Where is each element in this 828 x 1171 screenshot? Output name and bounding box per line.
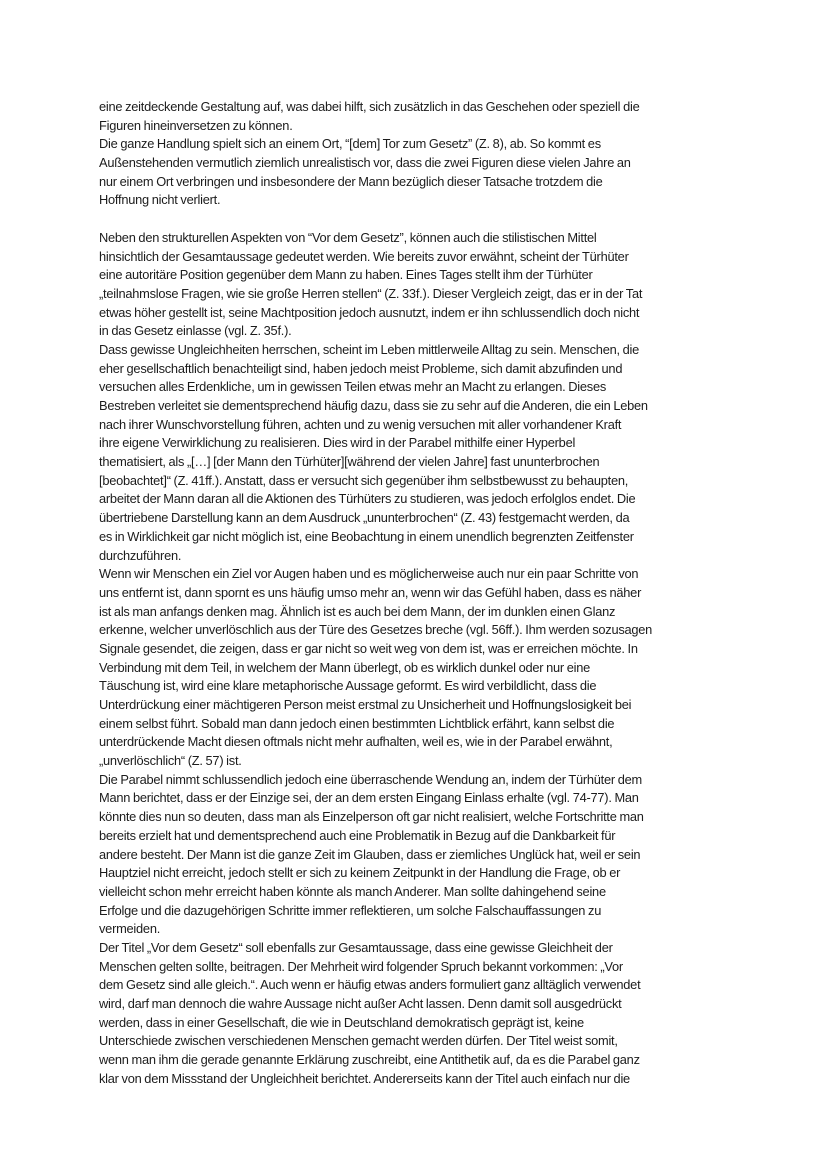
text-line: Der Titel „Vor dem Gesetz“ soll ebenfalls zur Gesamtaussage, dass eine gewisse Gleichheit der xyxy=(99,939,613,955)
text-line: Hauptziel nicht erreicht, jedoch stellt er sich zu keinem Zeitpunkt in der Handlung die Frage, ob er xyxy=(99,865,621,881)
text-line: es in Wirklichkeit gar nicht möglich ist, eine Beobachtung in einem unendlich begrenzten Zeitfenster xyxy=(99,528,634,544)
text-line: eine zeitdeckende Gestaltung auf, was dabei hilft, sich zusätzlich in das Geschehen oder speziell die xyxy=(99,99,640,114)
text-line: „unverlöschlich“ (Z. 57) ist. xyxy=(99,753,242,769)
text-line: nach ihrer Wunschvorstellung führen, achten und zu wenig versuchen mit aller vorhandener Kraft xyxy=(99,416,622,432)
text-line: klar von dem Missstand der Ungleichheit berichtet. Andererseits kann der Titel auch einfach nur die xyxy=(99,1070,630,1086)
text-line: durchzuführen. xyxy=(99,547,182,563)
text-line: Signale gesendet, die zeigen, dass er gar nicht so weit weg von dem ist, was er erreichen möchte. In xyxy=(99,640,638,656)
text-line: andere besteht. Der Mann ist die ganze Zeit im Glauben, dass er ziemliches Unglück hat, weil er sein xyxy=(99,846,641,862)
text-line: Erfolge und die dazugehörigen Schritte immer reflektieren, um solche Falschauffassungen zu xyxy=(99,902,602,918)
text-line: hinsichtlich der Gesamtaussage gedeutet werden. Wie bereits zuvor erwähnt, scheint der Türhüter xyxy=(99,248,629,264)
text-line: vermeiden. xyxy=(99,921,161,937)
text-line: thematisiert, als „[…] [der Mann den Türhüter][während der vielen Jahre] fast ununterbrochen xyxy=(99,454,600,470)
paragraph-spacer xyxy=(99,210,739,229)
text-line: wenn man ihm die gerade genannte Erklärung zuschreibt, eine Antithetik auf, da es die Parabel ganz xyxy=(99,1052,640,1068)
text-line: Figuren hineinversetzen zu können. xyxy=(99,117,293,133)
text-line: vielleicht schon mehr erreicht haben könnte als manch Anderer. Man sollte dahingehend seine xyxy=(99,883,606,899)
text-line: Die ganze Handlung spielt sich an einem Ort, “[dem] Tor zum Gesetz” (Z. 8), ab. So kommt es xyxy=(99,136,601,152)
text-line: übertriebene Darstellung kann an dem Ausdruck „ununterbrochen“ (Z. 43) festgemacht werden, da xyxy=(99,510,630,526)
text-line: wird, darf man dennoch die wahre Aussage nicht außer Acht lassen. Denn damit soll ausgedrückt xyxy=(99,996,622,1011)
text-line: Bestreben verleitet sie dementsprechend häufig dazu, dass sie zu sehr auf die Anderen, die ein Leben xyxy=(99,398,648,413)
text-line: versuchen alles Erdenkliche, um in gewissen Teilen etwas mehr an Macht zu erlangen. Dieses xyxy=(99,379,607,395)
text-line: Die Parabel nimmt schlussendlich jedoch eine überraschende Wendung an, indem der Türhüter dem xyxy=(99,771,642,787)
text-line: Täuschung ist, wird eine klare metaphorische Aussage geformt. Es wird verbildlicht, dass die xyxy=(99,678,597,694)
text-line: werden, dass in einer Gesellschaft, die wie in Deutschland demokratisch geprägt ist, keine xyxy=(99,1014,584,1030)
text-line: ist als man anfangs denken mag. Ähnlich ist es auch bei dem Mann, der im dunklen einen Glanz xyxy=(99,603,616,619)
document-page xyxy=(99,98,739,1088)
text-line: Mann berichtet, dass er der Einzige sei, der an dem ersten Eingang Einlass erhalte (vgl. 74-77). Man xyxy=(99,790,639,806)
text-line: Dass gewisse Ungleichheiten herrschen, scheint im Leben mittlerweile Alltag zu sein. Menschen, die xyxy=(99,341,640,357)
text-line: Außenstehenden vermutlich ziemlich unrealistisch vor, dass die zwei Figuren diese vielen Jahre an xyxy=(99,155,631,171)
text-line: Hoffnung nicht verliert. xyxy=(99,192,221,208)
text-line: unterdrückende Macht diesen oftmals nicht mehr aufhalten, weil es, wie in der Parabel erwähnt, xyxy=(99,734,613,750)
text-line: [beobachtet]“ (Z. 41ff.). Anstatt, dass er versucht sich gegenüber ihm selbstbewusst zu behaupten, xyxy=(99,472,629,488)
text-line: arbeitet der Mann daran all die Aktionen des Türhüters zu studieren, was jedoch erfolglos endet. Die xyxy=(99,491,636,507)
text-line: Unterschiede zwischen verschiedenen Menschen gemacht werden dürfen. Der Titel weist somit, xyxy=(99,1033,618,1049)
text-line: eher gesellschaftlich benachteiligt sind, haben jedoch meist Probleme, sich damit abzufinden und xyxy=(99,360,623,376)
text-line: ihre eigene Verwirklichung zu realisieren. Dies wird in der Parabel mithilfe einer Hyperbel xyxy=(99,435,576,451)
text-line: eine autoritäre Position gegenüber dem Mann zu haben. Eines Tages stellt ihm der Türhüter xyxy=(99,267,593,283)
text-line: dem Gesetz sind alle gleich.“. Auch wenn er häufig etwas anders formuliert ganz alltäglich verwendet xyxy=(99,977,641,993)
text-line: Verbindung mit dem Teil, in welchem der Mann überlegt, ob es wirklich dunkel oder nur eine xyxy=(99,659,591,675)
text-line: bereits erzielt hat und dementsprechend auch eine Problematik in Bezug auf die Dankbarkeit für xyxy=(99,827,616,843)
text-line: uns entfernt ist, dann spornt es uns häufig umso mehr an, wenn wir das Gefühl haben, dass es näher xyxy=(99,584,642,600)
text-line: „teilnahmslose Fragen, wie sie große Herren stellen“ (Z. 33f.). Dieser Vergleich zeigt, das er in der Tat xyxy=(99,285,643,301)
text-line: Unterdrückung einer mächtigeren Person meist erstmal zu Unsicherheit und Hoffnungslosigkeit bei xyxy=(99,697,632,712)
text-line: Wenn wir Menschen ein Ziel vor Augen haben und es möglicherweise auch nur ein paar Schritte von xyxy=(99,566,639,582)
text-line: etwas höher gestellt ist, seine Machtposition jedoch ausnutzt, indem er ihn schlussendlich doch nicht xyxy=(99,304,640,320)
text-line: Menschen gelten sollte, beitragen. Der Mehrheit wird folgender Spruch bekannt vorkommen: „Vor xyxy=(99,958,623,974)
text-line: einem selbst führt. Sobald man dann jedoch einen bestimmten Lichtblick erfährt, kann selbst die xyxy=(99,715,615,731)
text-line: in das Gesetz einlasse (vgl. Z. 35f.). xyxy=(99,323,292,339)
text-line: Neben den strukturellen Aspekten von “Vor dem Gesetz”, können auch die stilistischen Mittel xyxy=(99,229,597,245)
text-line: erkenne, welcher unverlöschlich aus der Türe des Gesetzes breche (vgl. 56ff.). Ihm werden sozusagen xyxy=(99,622,653,638)
text-line: nur einem Ort verbringen und insbesondere der Mann bezüglich dieser Tatsache trotzdem die xyxy=(99,173,603,189)
text-line: könnte dies nun so deuten, dass man als Einzelperson oft gar nicht realisiert, welche Fortschritte man xyxy=(99,809,644,825)
